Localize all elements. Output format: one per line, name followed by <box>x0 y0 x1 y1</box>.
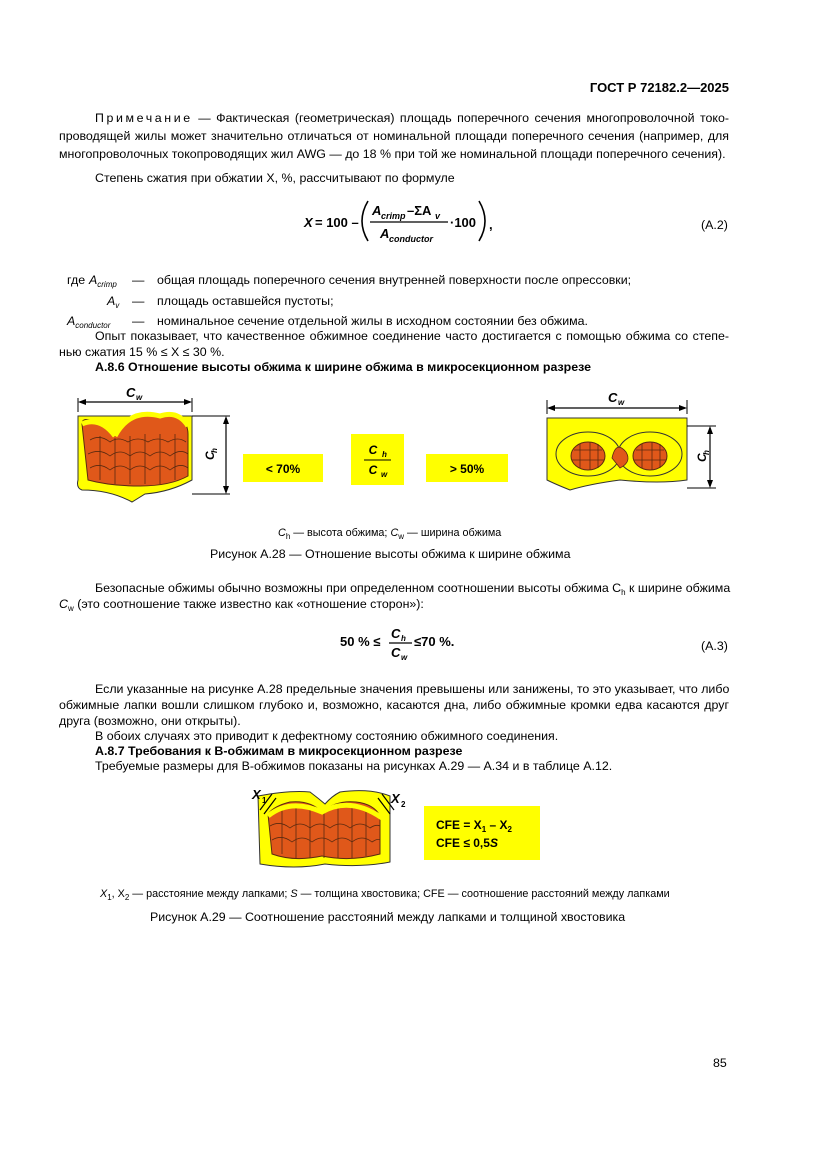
figure-a29-drawing <box>250 784 550 876</box>
right-ch-label: C <box>695 453 709 462</box>
formula-a2-number: (A.2) <box>701 218 728 232</box>
formula-a3-right: ≤70 %. <box>414 634 455 649</box>
experience-line-2: нью сжатия 15 % ≤ X ≤ 30 %. <box>59 345 225 359</box>
safe-line-2: $C_w$ (это соотношение также известно как «отношение сторон»): <box>59 597 424 613</box>
document-id: ГОСТ Р 72182.2—2025 <box>589 80 729 95</box>
svg-text:A: A <box>380 226 390 241</box>
box-gt-50: > 50% <box>449 462 485 476</box>
svg-text:h: h <box>382 450 387 459</box>
where-dash-1: — <box>132 273 145 287</box>
formula-intro: Степень сжатия при обжатии X, %, рассчитывают по формуле <box>95 171 455 185</box>
note-label: Примечание <box>95 111 193 125</box>
exceed-line-3: друга (возможно, они открыты). <box>59 714 241 728</box>
left-ch-label: C <box>203 451 217 460</box>
figure-a29-legend: $X_1$, $X_2$ — расстояние между лапками; S — толщина хвостовика; CFE — соотношение расстояний между лапками <box>100 888 670 902</box>
where-sym-1: $A_{crimp}$ <box>89 273 117 289</box>
page-number: 85 <box>713 1056 727 1070</box>
svg-text:w: w <box>381 470 388 479</box>
where-intro: где <box>67 273 86 287</box>
where-sym-2: $A_v$ <box>107 294 120 310</box>
note-line-3: многопроволочных токопроводящих жил AWG — до 18 % при той же номинальной площади поперечного сечения). <box>59 147 726 161</box>
section-a87-heading: А.8.7 Требования к В-обжимам в микросекционном разрезе <box>95 744 463 758</box>
svg-text:2: 2 <box>401 800 406 809</box>
required-dimensions: Требуемые размеры для В-обжимов показаны на рисунках А.29 — А.34 и в таблице А.12. <box>95 759 613 773</box>
where-text-3: номинальное сечение отдельной жилы в исходном состоянии без обжима. <box>157 314 588 328</box>
figure-a28-legend: $C_h$ — высота обжима; $C_w$ — ширина обжима <box>278 527 502 541</box>
formula-a3-left: 50 % ≤ <box>340 634 381 649</box>
svg-text:v: v <box>435 211 441 221</box>
exceed-line-1: Если указанные на рисунке А.28 предельные значения превышены или занижены, то это указывает, что либо <box>95 682 730 696</box>
svg-text:crimp: crimp <box>381 211 406 221</box>
svg-text:·100: ·100 <box>450 215 477 230</box>
experience-line-1: Опыт показывает, что качественное обжимное соединение часто достигается с помощью обжима со степе- <box>95 329 729 343</box>
svg-text:= 100 –: = 100 – <box>315 215 359 230</box>
figure-a28-caption: Рисунок А.28 — Отношение высоты обжима к ширине обжима <box>210 547 571 561</box>
svg-text:h: h <box>401 634 406 643</box>
note-line-2: проводящей жилы может значительно отличаться от номинальной площади поперечного сечения (например, для <box>59 129 729 143</box>
svg-text:h: h <box>702 450 711 455</box>
svg-text:conductor: conductor <box>389 234 433 244</box>
where-text-1: общая площадь поперечного сечения внутренней поверхности после опрессовки; <box>157 273 632 287</box>
svg-text:,: , <box>489 217 493 232</box>
x1-label: X <box>252 787 261 802</box>
svg-text:C: C <box>391 626 401 641</box>
where-text-2: площадь оставшейся пустоты; <box>157 294 334 308</box>
left-cw-label: C <box>126 385 136 400</box>
ratio-num: C <box>368 443 378 457</box>
right-crimp <box>547 390 716 490</box>
safe-line-1: Безопасные обжимы обычно возможны при определенном соотношении высоты обжима $C_h$ к ширине обжима <box>95 581 731 597</box>
note-line-1: Примечание — Фактическая (геометрическая) площадь поперечного сечения многопроволочной токо- <box>95 111 729 125</box>
cfe-line-2: CFE ≤ 0,5S <box>436 836 498 850</box>
svg-text:1: 1 <box>262 796 267 805</box>
svg-text:–ΣA: –ΣA <box>407 203 432 218</box>
svg-text:C: C <box>391 645 401 660</box>
exceed-line-2: обжимные лапки вошли слишком глубоко и, возможно, касаются дна, либо обжимные кромки едва касаются друг <box>59 698 729 712</box>
cfe-line-1: CFE = $X_1 - X_2$ <box>436 818 512 834</box>
svg-text:A: A <box>372 203 382 218</box>
svg-text:h: h <box>210 448 219 453</box>
svg-text:w: w <box>618 398 625 407</box>
left-crimp <box>78 385 231 502</box>
x2-label: X <box>391 791 400 806</box>
box-lt-70: < 70% <box>265 462 301 476</box>
where-sym-3: $A_{conductor}$ <box>67 314 111 330</box>
svg-text:w: w <box>401 653 408 662</box>
figure-a28-drawing <box>60 380 740 520</box>
where-dash-3: — <box>132 314 145 328</box>
svg-text:w: w <box>136 393 143 402</box>
ratio-den: C <box>368 463 378 477</box>
formula-a3-number: (A.3) <box>701 639 728 653</box>
figure-a29-caption: Рисунок А.29 — Соотношение расстояний между лапками и толщиной хвостовика <box>150 910 626 924</box>
right-cw-label: C <box>608 390 618 405</box>
section-a86-heading: А.8.6 Отношение высоты обжима к ширине обжима в микросекционном разрезе <box>95 360 591 374</box>
svg-text:X: X <box>304 215 313 230</box>
exceed-line-4: В обоих случаях это приводит к дефектному состоянию обжимного соединения. <box>95 729 559 743</box>
where-dash-2: — <box>132 294 145 308</box>
